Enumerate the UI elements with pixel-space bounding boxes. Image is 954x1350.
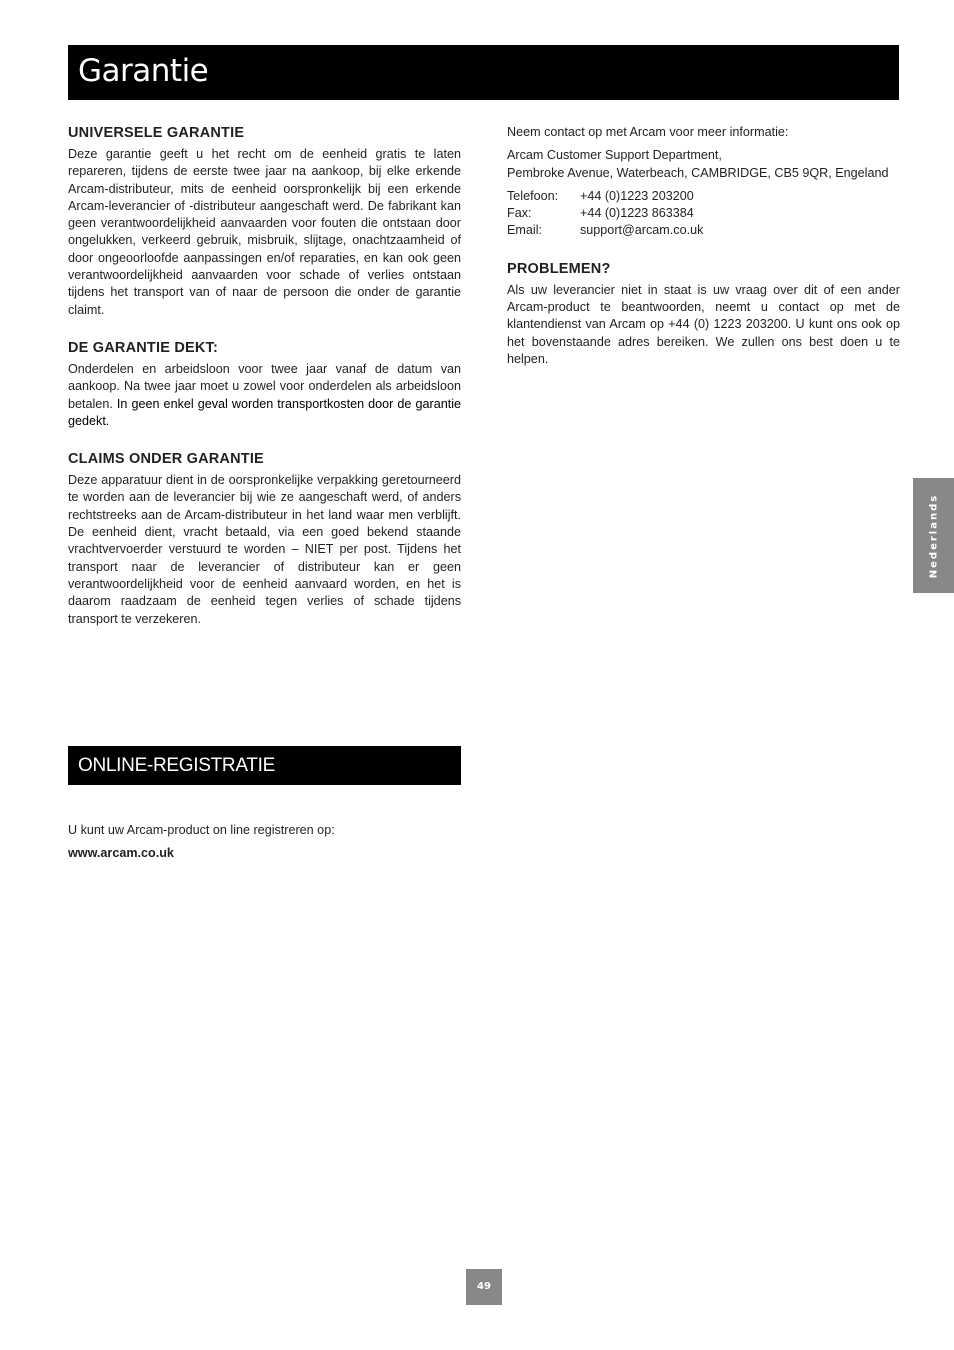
section-claims <box>68 450 461 628</box>
section-body: Deze apparatuur dient in de oorspronkelijke verpakking geretourneerd te worden aan de leverancier bij wie ze aangeschaft werd, of anders rechtstreeks aan de Arcam-distributeur in het land waar men verblijft. De eenheid dient, vracht betaald, via een goed bekend staande vrachtvervoerder verstuurd te worden – NIET per post. Tijdens het transport naar de leverancier of distributeur kan er geen verantwoordelijkheid voor de eenheid aanvaard worden, en het is daarom raadzaam de eenheid tegen verlies of schade tijdens transport te verzekeren. <box>68 473 461 626</box>
address <box>507 147 900 182</box>
section-heading: PROBLEMEN? <box>507 260 611 277</box>
section-body: Deze garantie geeft u het recht om de eenheid gratis te laten repareren, tijdens de eerste twee jaar na aankoop, bij elke erkende Arcam-distributeur, mits de eenheid oorspronkelijk bij een erkende Arcam-leverancier of -distributeur aangeschaft werd. De fabrikant kan geen verantwoordelijkheid aanvaarden voor fouten die ontstaan door ongelukken, verkeerd gebruik, misbruik, slijtage, onachtzaamheid of door ongeoorloofde aanpassingen en/of reparaties, en kan ook geen verantwoordelijkheid aanvaarden voor schade of verlies ontstaan tijdens het transport van of naar de persoon die onder de garantie claimt. <box>68 147 461 317</box>
section-heading: UNIVERSELE GARANTIE <box>68 125 245 141</box>
section-body-emphasis: In geen enkel geval worden transportkosten door de garantie gedekt. <box>68 396 462 428</box>
contact-table <box>507 188 900 240</box>
contact-email: support@arcam.co.uk <box>580 223 704 238</box>
page-number: 49 <box>466 1269 502 1305</box>
section-body <box>68 361 461 430</box>
contact-label: Email: <box>507 223 542 238</box>
page-title: Garantie <box>78 53 209 89</box>
contact-intro: Neem contact op met Arcam voor meer informatie: <box>507 125 789 139</box>
section-universele-garantie <box>68 124 461 319</box>
section-garantie-dekt <box>68 339 461 430</box>
online-registration-intro: U kunt uw Arcam-product on line registreren op: <box>68 823 335 837</box>
section-heading: CLAIMS ONDER GARANTIE <box>68 451 264 468</box>
section-body-text: Onderdelen en arbeidsloon voor twee jaar vanaf de datum van aankoop. Na twee jaar moet u zowel voor onderdelen als arbeidsloon betalen. <box>68 361 461 411</box>
right-column <box>507 124 900 388</box>
title-bar <box>68 45 899 100</box>
language-tab-label: Nederlands <box>928 493 939 578</box>
language-tab <box>913 478 954 593</box>
address-line: Arcam Customer Support Department, <box>507 148 722 163</box>
contact-label: Telefoon: <box>507 188 559 203</box>
section-problemen <box>507 260 900 368</box>
address-line: Pembroke Avenue, Waterbeach, CAMBRIDGE, CB5 9QR, Engeland <box>507 165 889 180</box>
contact-phone: +44 (0)1223 203200 <box>580 188 694 203</box>
section-heading: DE GARANTIE DEKT: <box>68 339 219 356</box>
section-body: Als uw leverancier niet in staat is uw vraag over dit of een ander Arcam-product te beantwoorden, neemt u contact op met de klantendienst van Arcam op +44 (0) 1223 203200. U kunt ons ook op het bovenstaande adres bereiken. We zullen ons best doen u te helpen. <box>507 282 900 366</box>
left-column <box>68 124 461 648</box>
registration-url: www.arcam.co.uk <box>68 846 174 861</box>
contact-label: Fax: <box>507 206 532 221</box>
contact-fax: +44 (0)1223 863384 <box>580 206 694 221</box>
online-registration-text <box>68 822 461 862</box>
online-registration-heading: ONLINE-REGISTRATIE <box>78 755 275 776</box>
online-registration-bar <box>68 746 461 785</box>
